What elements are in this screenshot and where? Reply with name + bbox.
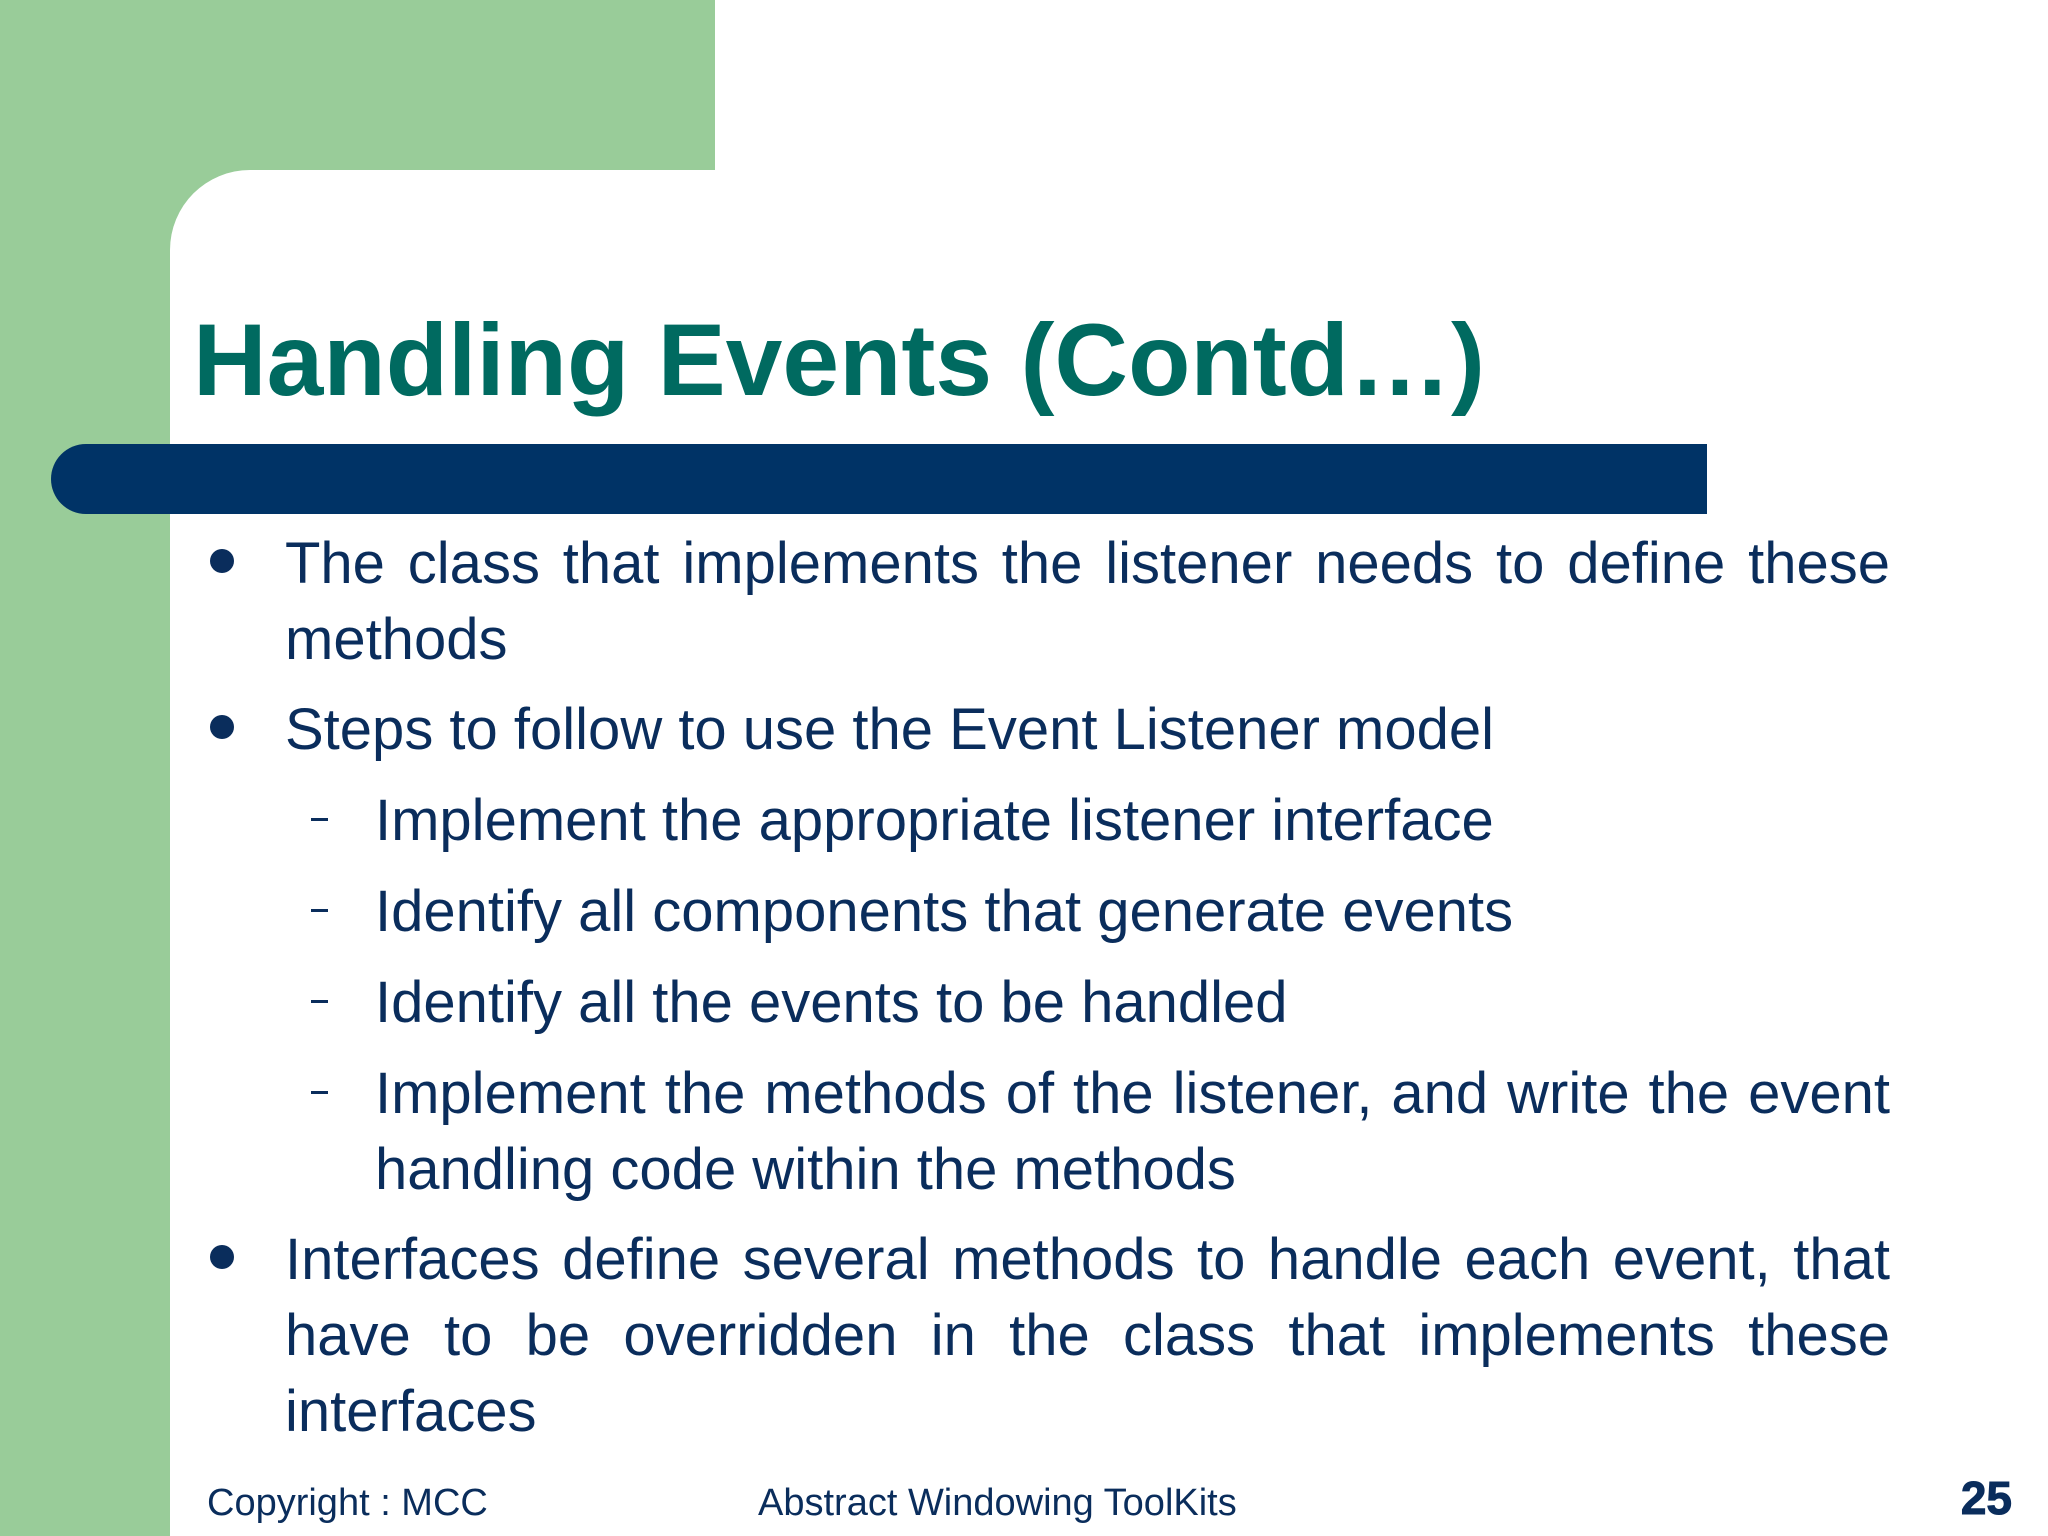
sub-bullet-item: Implement the methods of the listener, and write the event handling code within the methods xyxy=(375,1061,1890,1202)
dash-bullet-icon xyxy=(311,1091,328,1094)
bullet-dot-icon xyxy=(210,715,234,739)
dash-bullet-icon xyxy=(311,909,328,912)
footer-course-title: Abstract Windowing ToolKits xyxy=(758,1482,1237,1524)
bullet-item: Steps to follow to use the Event Listener model xyxy=(285,697,1495,762)
sub-bullet-item: Implement the appropriate listener interface xyxy=(375,788,1494,853)
page-number: 25 xyxy=(1960,1472,2012,1524)
footer-copyright: Copyright : MCC xyxy=(207,1482,488,1524)
bullet-dot-icon xyxy=(210,549,234,573)
dash-bullet-icon xyxy=(311,818,328,821)
dash-bullet-icon xyxy=(311,1000,328,1003)
sub-bullet-item: Identify all the events to be handled xyxy=(375,970,1288,1035)
bullet-item: Interfaces define several methods to handle each event, that have to be overridden in the class that implements these interfaces xyxy=(285,1227,1890,1444)
title-underline-bar xyxy=(51,444,1707,514)
bullet-dot-icon xyxy=(210,1245,234,1269)
bullet-item: The class that implements the listener needs to define these methods xyxy=(285,531,1890,672)
slide-title: Handling Events (Contd…) xyxy=(193,303,1485,417)
sub-bullet-item: Identify all components that generate events xyxy=(375,879,1514,944)
